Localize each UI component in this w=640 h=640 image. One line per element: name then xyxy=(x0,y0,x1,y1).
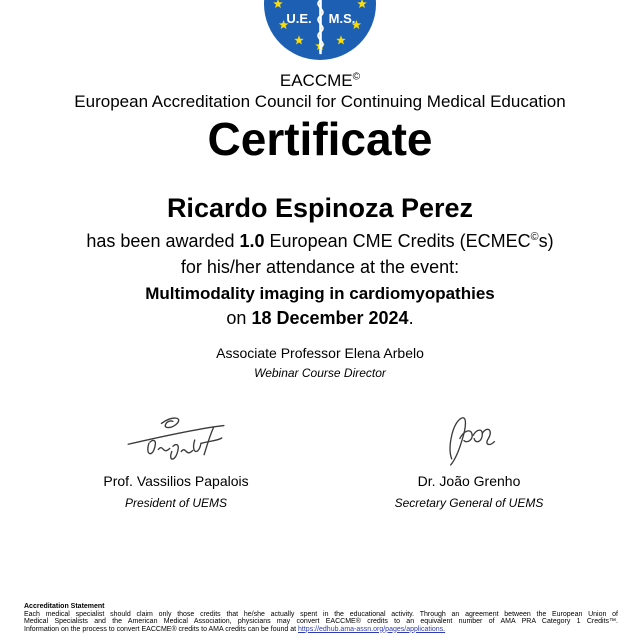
recipient-name: Ricardo Espinoza Perez xyxy=(166,193,474,223)
event-date: 18 December 2024 xyxy=(251,308,409,328)
event-name: Multimodality imaging in cardiomyopathies xyxy=(145,284,495,303)
uems-logo xyxy=(264,0,376,66)
accreditation-statement-heading: Accreditation Statement xyxy=(24,603,105,610)
page-title: Certificate xyxy=(207,113,433,165)
org-full-name: European Accreditation Council for Continuing Medical Education xyxy=(74,92,566,111)
org-acronym: EACCME© xyxy=(279,71,361,90)
papalois-handwritten-signature xyxy=(124,412,228,469)
signatory-right xyxy=(369,473,569,510)
credits-line: has been awarded 1.0 European CME Credits (ECMEC©s) xyxy=(86,231,554,251)
grenho-handwritten-signature xyxy=(437,410,499,471)
copyright-symbol: © xyxy=(352,71,361,83)
signatory-name: Dr. João Grenho xyxy=(417,473,521,489)
accreditation-statement-line1: Each medical specialist should claim only those credits that he/she actually spent in the educational activity. Through an agreement between the European Union of xyxy=(24,611,618,618)
attendance-line: for his/her attendance at the event: xyxy=(180,257,460,277)
credits-value: 1.0 xyxy=(239,231,265,251)
signatory-name: Prof. Vassilios Papalois xyxy=(103,473,249,489)
director-role: Webinar Course Director xyxy=(254,366,386,380)
signatory-role: Secretary General of UEMS xyxy=(394,496,544,510)
event-date-line: on 18 December 2024. xyxy=(226,308,414,328)
director-name: Associate Professor Elena Arbelo xyxy=(216,345,424,361)
accreditation-statement-line2: Medical Specialists and the American Medical Association, physicians may convert EACCME® credits to an equivalent number of AMA PRA Category 1 Credits™. xyxy=(24,618,618,626)
uems-logo-svg xyxy=(264,0,376,66)
logo-text-ms: M.S. xyxy=(328,11,356,26)
signatory-role: President of UEMS xyxy=(124,496,228,510)
signatory-left xyxy=(76,473,276,510)
accreditation-statement xyxy=(24,603,618,633)
accreditation-statement-line3: Information on the process to convert EACCME® credits to AMA credits can be found at https://edhub.ama-assn.org/pages/applications. xyxy=(24,625,446,633)
logo-text-ue: U.E. xyxy=(286,11,312,26)
ecmec-copyright-symbol: © xyxy=(530,231,539,243)
ama-edhub-link[interactable]: https://edhub.ama-assn.org/pages/applications. xyxy=(298,625,446,633)
